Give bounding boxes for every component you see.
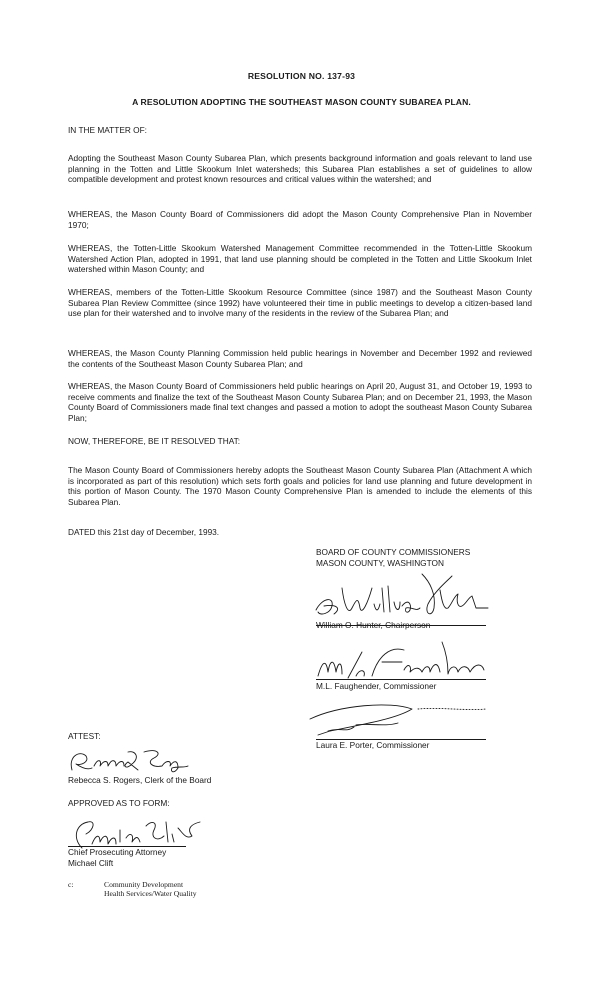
paragraph-whereas-comprehensive-plan: WHEREAS, the Mason County Board of Commissioners did adopt the Mason County Comprehensive Plan in November 1970; (68, 209, 532, 230)
signature-hunter (312, 568, 492, 624)
attest-name: Rebecca S. Rogers, Clerk of the Board (68, 775, 212, 785)
paragraph-now-therefore: NOW, THEREFORE, BE IT RESOLVED THAT: (68, 436, 241, 446)
paragraph-whereas-planning-commission: WHEREAS, the Mason County Planning Commission held public hearings in November and December 1992 and reviewed the contents of the Southeast Mason County Subarea Plan; and (68, 348, 532, 369)
in-the-matter-heading: IN THE MATTER OF: (68, 125, 147, 135)
board-heading (316, 547, 470, 568)
signer-name-porter: Laura E. Porter, Commissioner (316, 740, 430, 750)
cc-recipient: Health Services/Water Quality (104, 889, 197, 899)
paragraph-whereas-watershed-committee: WHEREAS, the Totten-Little Skookum Watershed Management Committee recommended in the Totten-Little Skookum Watershed Action Plan, adopted in 1991, that land use planning should be completed in the Totten and Little Skookum Inlet watershed within Mason County; and (68, 243, 532, 275)
signature-rogers (66, 746, 236, 776)
signature-faughender (312, 632, 492, 686)
attest-label: ATTEST: (68, 731, 101, 741)
signer-name-hunter: William O. Hunter, Chairperson (316, 620, 431, 630)
paragraph-whereas-resource-committee: WHEREAS, members of the Totten-Little Skookum Resource Committee (since 1987) and the Southeast Mason County Subarea Plan Review Committee (since 1992) have volunteered their time in public meetings to develop a citizen-based land use plan for their watershed and to involve many of the residents in the review of the Subarea Plan; and (68, 287, 532, 319)
approved-title: Chief Prosecuting Attorney (68, 847, 167, 857)
board-heading-line2: MASON COUNTY, WASHINGTON (316, 557, 444, 568)
resolution-title: A RESOLUTION ADOPTING THE SOUTHEAST MASON COUNTY SUBAREA PLAN. (132, 97, 471, 107)
board-heading-line1: BOARD OF COUNTY COMMISSIONERS (316, 547, 471, 557)
cc-recipient: Community Development (104, 880, 184, 889)
signature-porter (300, 697, 490, 739)
cc-recipients (104, 880, 197, 898)
signature-line-faughender (316, 679, 486, 680)
resolution-number: RESOLUTION NO. 137-93 (247, 71, 356, 81)
paragraph-whereas-public-hearings: WHEREAS, the Mason County Board of Commissioners held public hearings on April 20, August 31, and October 19, 1993 to receive comments and finalize the text of the Southeast Mason County Subarea Plan; and on December 21, 1993, the Mason County Board of Commissioners made final text changes and passed a motion to adopt the southeast Mason County Subarea Plan; (68, 381, 532, 423)
paragraph-resolution-body: The Mason County Board of Commissioners hereby adopts the Southeast Mason County Subarea Plan (Attachment A which is incorporated as part of this resolution) which sets forth goals and policies for land use planning and future development in this portion of Mason County. The 1970 Mason County Comprehensive Plan is amended to include the elements of this Subarea Plan. (68, 465, 532, 507)
paragraph-dated: DATED this 21st day of December, 1993. (68, 527, 220, 537)
cc-label: c: (68, 880, 74, 889)
signer-name-faughender: M.L. Faughender, Commissioner (316, 681, 437, 691)
paragraph-adopting: Adopting the Southeast Mason County Subarea Plan, which presents background information and goals relevant to land use planning in the Totten and Little Skookum Inlet watersheds; this Subarea Plan establishes a set of guidelines to allow compatible development and protest known resources and critical values within the watershed; and (68, 153, 532, 185)
approved-name: Michael Clift (68, 858, 114, 868)
approved-label: APPROVED AS TO FORM: (68, 798, 170, 808)
